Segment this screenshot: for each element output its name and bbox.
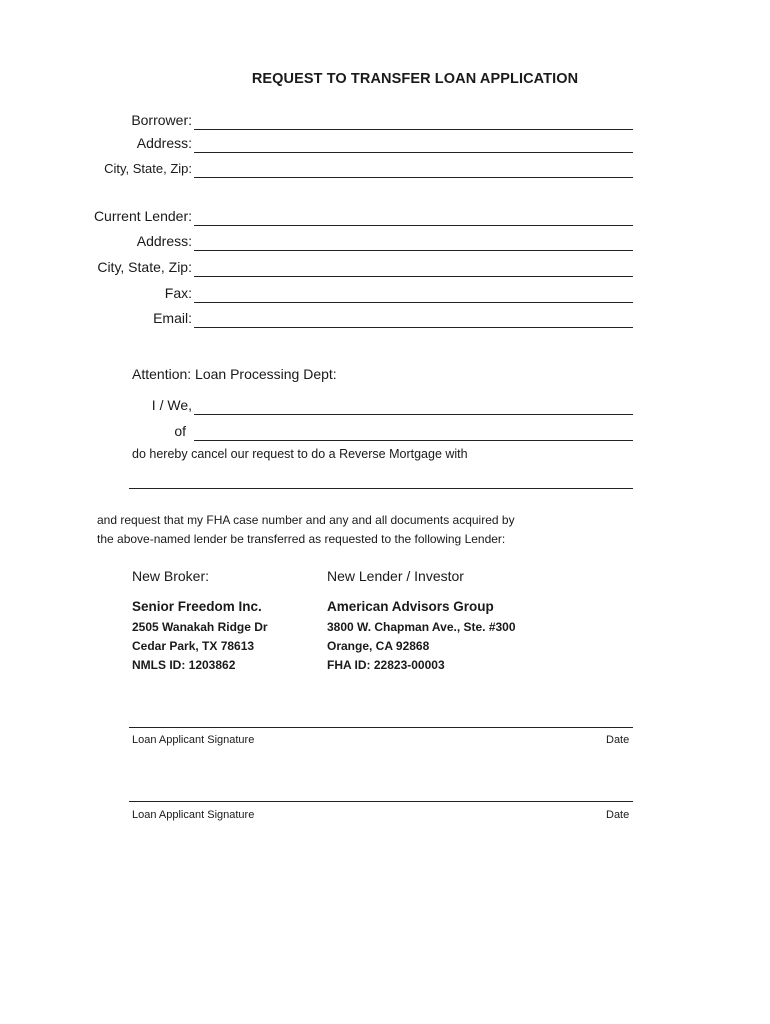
new-lender-street: 3800 W. Chapman Ave., Ste. #300 <box>327 620 516 634</box>
borrower-label: Borrower: <box>131 112 192 128</box>
lender-city-input-line[interactable] <box>194 276 633 277</box>
iwe-field <box>0 393 770 415</box>
of-input-line[interactable] <box>194 440 633 441</box>
signature-line-2[interactable] <box>129 801 633 802</box>
new-lender-heading: New Lender / Investor <box>327 568 464 584</box>
iwe-label: I / We, <box>151 397 192 413</box>
lender-city-field <box>0 255 770 277</box>
lender-email-field <box>0 306 770 328</box>
cancel-lender-input-line[interactable] <box>129 488 633 489</box>
new-broker-city: Cedar Park, TX 78613 <box>132 639 255 653</box>
date-label-1: Date <box>606 734 630 746</box>
request-text-line1: and request that my FHA case number and any and all documents acquired by <box>97 513 515 527</box>
lender-input-line[interactable] <box>194 225 633 226</box>
borrower-city-input-line[interactable] <box>194 177 633 178</box>
signature-line-1[interactable] <box>129 727 633 728</box>
lender-field <box>0 204 770 226</box>
new-broker-heading: New Broker: <box>132 568 210 584</box>
lender-fax-field <box>0 281 770 303</box>
attention-text: Attention: Loan Processing Dept: <box>132 366 337 382</box>
lender-address-input-line[interactable] <box>194 250 633 251</box>
signature-label-1: Loan Applicant Signature <box>132 734 255 746</box>
lender-fax-label: Fax: <box>164 285 192 301</box>
document-title: REQUEST TO TRANSFER LOAN APPLICATION <box>251 71 579 87</box>
new-lender-name: American Advisors Group <box>327 599 494 614</box>
borrower-city-label: City, State, Zip: <box>104 161 192 176</box>
new-broker-id: NMLS ID: 1203862 <box>132 658 236 672</box>
new-broker-street: 2505 Wanakah Ridge Dr <box>132 620 268 634</box>
lender-address-field <box>0 229 770 251</box>
lender-city-label: City, State, Zip: <box>97 259 192 275</box>
lender-fax-input-line[interactable] <box>194 302 633 303</box>
new-broker-name: Senior Freedom Inc. <box>132 599 262 614</box>
borrower-address-field <box>0 131 770 153</box>
new-lender-id: FHA ID: 22823-00003 <box>327 658 445 672</box>
borrower-input-line[interactable] <box>194 129 633 130</box>
borrower-field <box>0 108 770 130</box>
of-label: of <box>174 423 186 439</box>
borrower-address-label: Address: <box>136 135 192 151</box>
borrower-city-field <box>0 156 770 178</box>
lender-address-label: Address: <box>136 233 192 249</box>
of-field <box>0 419 770 441</box>
date-label-2: Date <box>606 809 630 821</box>
lender-email-input-line[interactable] <box>194 327 633 328</box>
new-lender-city: Orange, CA 92868 <box>327 639 430 653</box>
iwe-input-line[interactable] <box>194 414 633 415</box>
lender-label: Current Lender: <box>93 208 192 224</box>
cancel-text: do hereby cancel our request to do a Reverse Mortgage with <box>132 447 468 461</box>
lender-email-label: Email: <box>153 310 192 326</box>
signature-label-2: Loan Applicant Signature <box>132 809 255 821</box>
borrower-address-input-line[interactable] <box>194 152 633 153</box>
request-text-line2: the above-named lender be transferred as requested to the following Lender: <box>97 532 506 546</box>
